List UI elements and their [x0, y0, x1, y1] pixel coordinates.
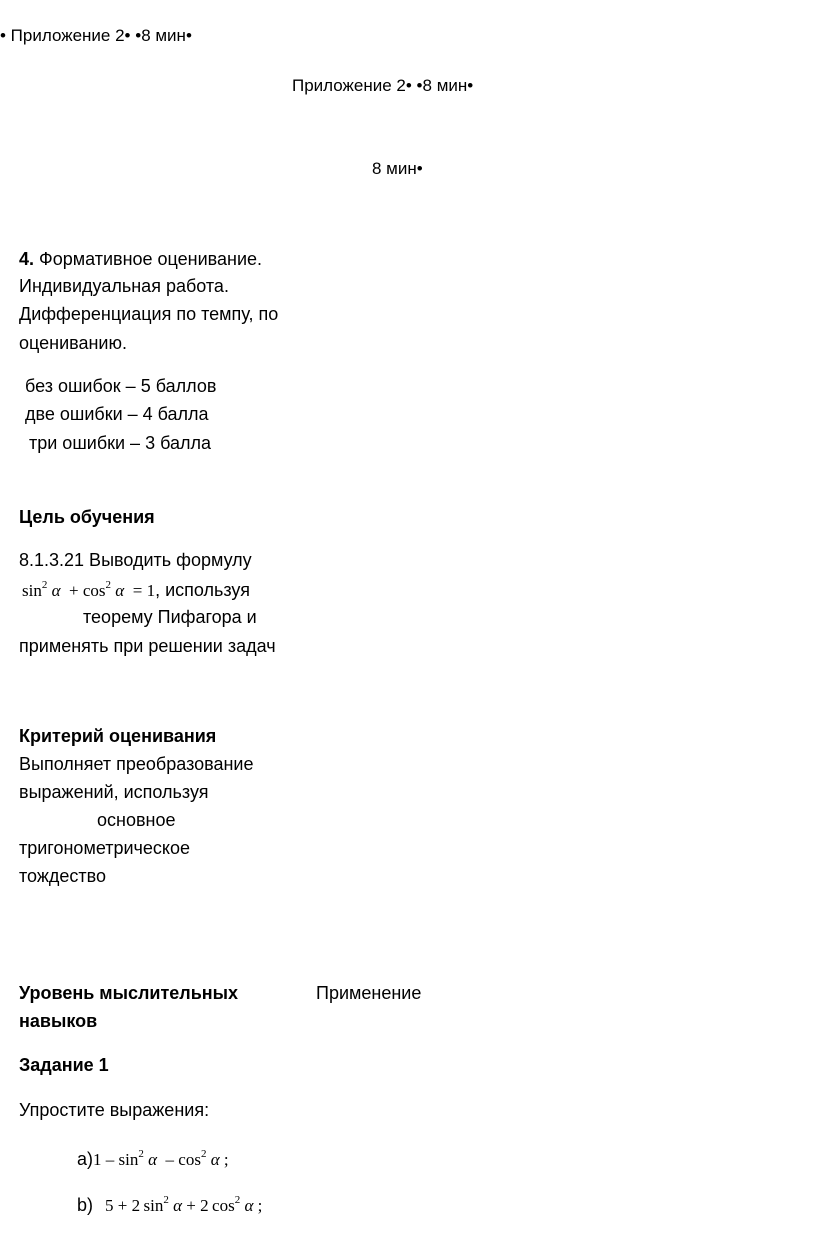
- goal-formula-row: [22, 577, 250, 604]
- task-heading: Задание 1: [19, 1055, 109, 1075]
- alpha-symbol: α: [210, 1150, 220, 1169]
- cos-symbol: cos: [82, 581, 106, 600]
- one-symbol: 1: [93, 1150, 102, 1169]
- score-two-errors: две ошибки – 4 балла: [25, 404, 209, 424]
- alpha-symbol: α: [51, 581, 61, 600]
- score-three-errors: три ошибки – 3 балла: [29, 433, 212, 453]
- goal-heading: Цель обучения: [19, 507, 155, 527]
- exponent: 2: [41, 579, 48, 591]
- sin-symbol: sin: [22, 581, 42, 600]
- section-heading: [19, 246, 262, 273]
- semicolon: ;: [257, 1196, 263, 1215]
- identity-formula: [22, 581, 155, 600]
- exponent: 2: [200, 1148, 207, 1160]
- equals-sign: =: [132, 581, 143, 600]
- score-no-errors: без ошибок – 5 баллов: [25, 376, 217, 396]
- criteria-line-1: Выполняет преобразование: [19, 754, 254, 774]
- section-title: Формативное оценивание.: [34, 249, 263, 269]
- sin-symbol: sin: [118, 1150, 139, 1169]
- section-line-1: Индивидуальная работа.: [19, 276, 229, 296]
- goal-line-4: применять при решении задач: [19, 636, 276, 656]
- criteria-line-4: тригонометрическое: [19, 838, 191, 858]
- alpha-symbol: α: [244, 1196, 254, 1215]
- level-label-line-1: Уровень мыслительных: [19, 983, 239, 1003]
- section-line-2: Дифференциация по темпу, по: [19, 304, 279, 324]
- section-number: 4.: [19, 249, 35, 269]
- criteria-line-5: тождество: [19, 866, 107, 886]
- plus-sign: +: [69, 581, 79, 600]
- goal-line-3: теорему Пифагора и: [83, 607, 257, 627]
- two-symbol: 2: [200, 1196, 209, 1215]
- header-line-1: • Приложение 2• •8 мин•: [0, 26, 192, 45]
- five-symbol: 5: [105, 1196, 114, 1215]
- item-b-label: b): [77, 1195, 94, 1215]
- level-label-line-2: навыков: [19, 1011, 98, 1031]
- task-instruction: Упростите выражения:: [19, 1100, 210, 1120]
- cos-symbol: cos: [212, 1196, 235, 1215]
- item-a-label: a): [77, 1149, 94, 1169]
- one-symbol: 1: [146, 581, 156, 600]
- task-item-b: [77, 1192, 262, 1219]
- header-line-2: Приложение 2• •8 мин•: [292, 76, 474, 95]
- exponent: 2: [138, 1148, 144, 1160]
- sin-symbol: sin: [143, 1196, 164, 1215]
- section-line-3: оцениванию.: [19, 333, 127, 353]
- minus-sign: –: [105, 1150, 115, 1169]
- goal-line-1: 8.1.3.21 Выводить формулу: [19, 550, 252, 570]
- exponent: 2: [105, 579, 112, 591]
- minus-sign: –: [165, 1150, 175, 1169]
- alpha-symbol: α: [148, 1150, 158, 1169]
- task-item-a: [77, 1146, 229, 1173]
- expression-b: [105, 1196, 262, 1215]
- plus-sign: +: [186, 1196, 196, 1215]
- exponent: 2: [163, 1194, 169, 1206]
- plus-sign: +: [117, 1196, 128, 1215]
- header-line-3: 8 мин•: [372, 159, 423, 178]
- two-symbol: 2: [131, 1196, 141, 1215]
- criteria-line-3: основное: [97, 810, 176, 830]
- expression-a: [93, 1150, 229, 1169]
- cos-symbol: cos: [178, 1150, 201, 1169]
- exponent: 2: [234, 1194, 241, 1206]
- alpha-symbol: α: [173, 1196, 183, 1215]
- criteria-heading: Критерий оценивания: [19, 726, 217, 746]
- criteria-line-2: выражений, используя: [19, 782, 209, 802]
- alpha-symbol: α: [115, 581, 125, 600]
- level-value: Применение: [316, 983, 422, 1003]
- formula-suffix: , используя: [155, 580, 250, 600]
- semicolon: ;: [223, 1150, 229, 1169]
